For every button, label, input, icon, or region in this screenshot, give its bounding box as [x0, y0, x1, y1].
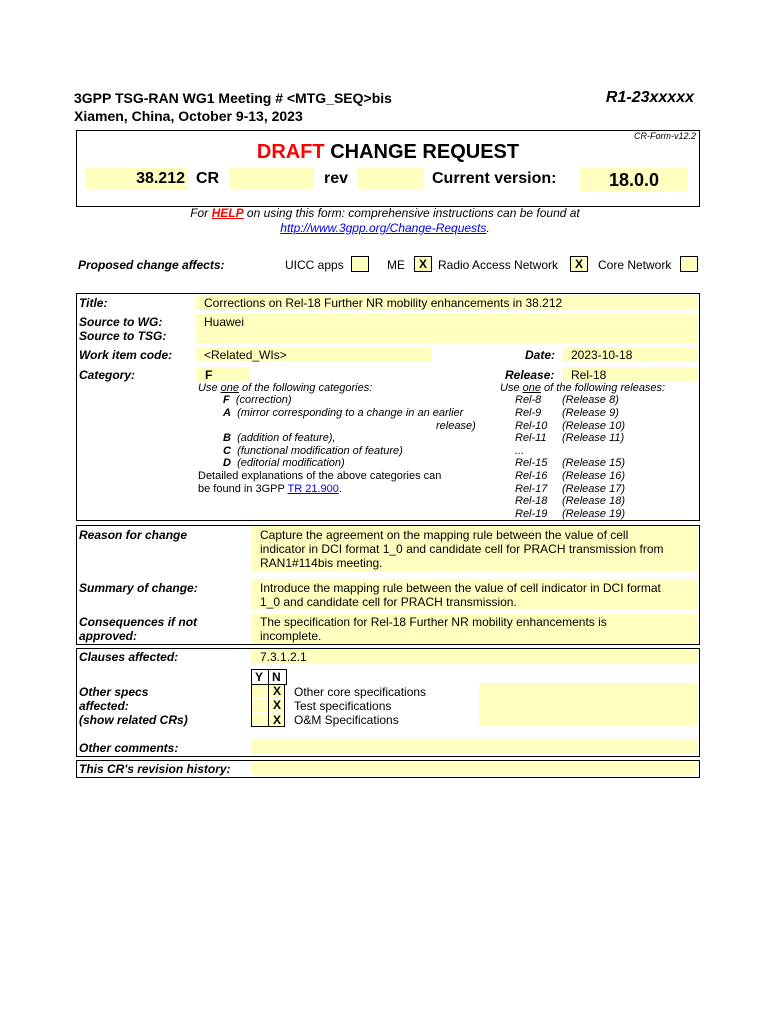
reason-line-1: Capture the agreement on the mapping rule between the value of cell — [260, 528, 629, 542]
consequences-line-1: The specification for Rel-18 Further NR mobility enhancements is — [260, 615, 607, 629]
clauses-value: 7.3.1.2.1 — [260, 650, 307, 664]
source-wg-label: Source to WG: — [79, 315, 163, 329]
release-desc: (Release 8) — [562, 394, 619, 406]
release-code: Rel-11 — [515, 432, 547, 444]
release-code: Rel-16 — [515, 470, 548, 482]
summary-line-2: 1_0 and candidate cell for PRACH transmission. — [260, 595, 517, 609]
draft-label: DRAFT — [256, 141, 325, 163]
consequences-line-2: incomplete. — [260, 629, 322, 643]
history-label: This CR's revision history: — [79, 762, 231, 776]
meeting-location: Xiamen, China, October 9-13, 2023 — [74, 108, 303, 124]
me-label: ME — [387, 258, 405, 272]
title-label: Title: — [79, 296, 108, 310]
category-label: Category: — [79, 368, 136, 382]
ran-checkbox[interactable]: X — [570, 256, 588, 272]
spec-label: Test specifications — [294, 699, 392, 713]
release-desc: (Release 18) — [562, 495, 625, 507]
yn-grid — [251, 684, 285, 727]
ran-label: Radio Access Network — [438, 258, 559, 272]
date-value: 2023-10-18 — [571, 348, 633, 362]
other-specs-label-2: affected: — [79, 699, 129, 713]
clauses-label: Clauses affected: — [79, 650, 179, 664]
release-desc: (Release 9) — [562, 407, 619, 419]
change-request-label: CHANGE REQUEST — [324, 141, 520, 163]
rev-field[interactable] — [358, 168, 424, 190]
category-d: D (editorial modification) — [223, 457, 345, 469]
rev-label: rev — [324, 170, 349, 187]
help-link[interactable]: HELP — [211, 206, 244, 220]
source-tsg-field[interactable] — [196, 330, 698, 343]
meeting-title: 3GPP TSG-RAN WG1 Meeting # <MTG_SEQ>bis — [74, 90, 392, 106]
form-version: CR-Form-v12.2 — [633, 131, 696, 141]
release-desc: (Release 15) — [562, 457, 625, 469]
source-wg-field[interactable] — [196, 314, 698, 329]
release-desc: (Release 10) — [562, 420, 625, 432]
spec-n-checkbox[interactable]: X — [269, 713, 285, 727]
source-wg-value: Huawei — [204, 315, 245, 329]
release-desc: (Release 11) — [562, 432, 625, 444]
release-code: ... — [515, 445, 525, 457]
consequences-label: Consequences if not — [79, 615, 198, 629]
other-comments-field[interactable] — [251, 739, 698, 754]
help-url-line: http://www.3gpp.org/Change-Requests. — [280, 221, 490, 235]
release-label: Release: — [505, 368, 555, 382]
release-code: Rel-19 — [515, 508, 548, 520]
change-requests-link[interactable]: http://www.3gpp.org/Change-Requests — [280, 221, 487, 235]
category-a-continued: release) — [436, 420, 476, 432]
uicc-apps-checkbox[interactable] — [351, 256, 369, 272]
form-title — [0, 141, 770, 164]
other-comments-label: Other comments: — [79, 741, 179, 755]
core-network-label: Core Network — [598, 258, 672, 272]
current-version-label: Current version: — [432, 170, 557, 187]
consequences-label-2: approved: — [79, 629, 138, 643]
affects-label: Proposed change affects: — [78, 258, 225, 272]
reason-line-3: RAN1#114bis meeting. — [260, 556, 383, 570]
source-tsg-label: Source to TSG: — [79, 329, 167, 343]
help-text: For HELP on using this form: comprehensive instructions can be found at — [190, 206, 580, 220]
release-code: Rel-18 — [515, 495, 548, 507]
spec-label: Other core specifications — [294, 685, 427, 699]
summary-label: Summary of change: — [79, 581, 198, 595]
work-item-value: <Related_WIs> — [204, 348, 287, 362]
spec-label: O&M Specifications — [294, 713, 399, 727]
work-item-label: Work item code: — [79, 348, 173, 362]
release-desc: (Release 19) — [562, 508, 625, 520]
core-network-checkbox[interactable] — [680, 256, 698, 272]
category-instructions: Use one of the following categories: — [198, 382, 373, 394]
category-explanation-1: Detailed explanations of the above categories can — [198, 470, 442, 482]
clauses-field[interactable] — [251, 649, 698, 664]
spec-n-checkbox[interactable]: X — [269, 684, 285, 698]
other-specs-label: Other specs — [79, 685, 149, 699]
category-c: C (functional modification of feature) — [223, 445, 403, 457]
tr-21900-link[interactable]: TR 21.900 — [287, 483, 339, 495]
category-b: B (addition of feature), — [223, 432, 336, 444]
me-checkbox[interactable]: X — [414, 256, 432, 272]
uicc-apps-label: UICC apps — [285, 258, 344, 272]
document-number: R1-23xxxxx — [605, 89, 694, 106]
cr-number-field[interactable] — [230, 168, 314, 190]
category-value: F — [205, 368, 213, 382]
category-field[interactable] — [196, 367, 249, 382]
spec-n-checkbox[interactable]: X — [269, 699, 285, 712]
spec-number: 38.212 — [136, 170, 185, 187]
y-header: Y — [255, 670, 264, 684]
release-code: Rel-9 — [515, 407, 542, 419]
release-value: Rel-18 — [571, 368, 607, 382]
reason-line-2: indicator in DCI format 1_0 and candidate cell for PRACH transmission from — [260, 542, 664, 556]
category-a: A (mirror corresponding to a change in an earlier — [223, 407, 464, 419]
category-explanation-2: be found in 3GPP TR 21.900. — [198, 483, 342, 495]
release-desc: (Release 16) — [562, 470, 625, 482]
current-version: 18.0.0 — [608, 170, 660, 190]
release-code: Rel-17 — [515, 483, 548, 495]
category-f: F (correction) — [223, 394, 292, 406]
related-crs-field[interactable] — [479, 683, 698, 726]
release-code: Rel-10 — [515, 420, 548, 432]
history-field[interactable] — [251, 762, 697, 775]
n-header: N — [272, 670, 281, 684]
cr-label: CR — [196, 170, 220, 187]
release-code: Rel-15 — [515, 457, 548, 469]
release-instructions: Use one of the following releases: — [500, 382, 666, 394]
other-specs-label-3: (show related CRs) — [79, 713, 188, 727]
reason-label: Reason for change — [79, 528, 188, 542]
summary-line-1: Introduce the mapping rule between the value of cell indicator in DCI format — [260, 581, 661, 595]
date-label: Date: — [525, 348, 556, 362]
title-value: Corrections on Rel-18 Further NR mobility enhancements in 38.212 — [204, 296, 563, 310]
release-desc: (Release 17) — [562, 483, 625, 495]
release-code: Rel-8 — [515, 394, 542, 406]
